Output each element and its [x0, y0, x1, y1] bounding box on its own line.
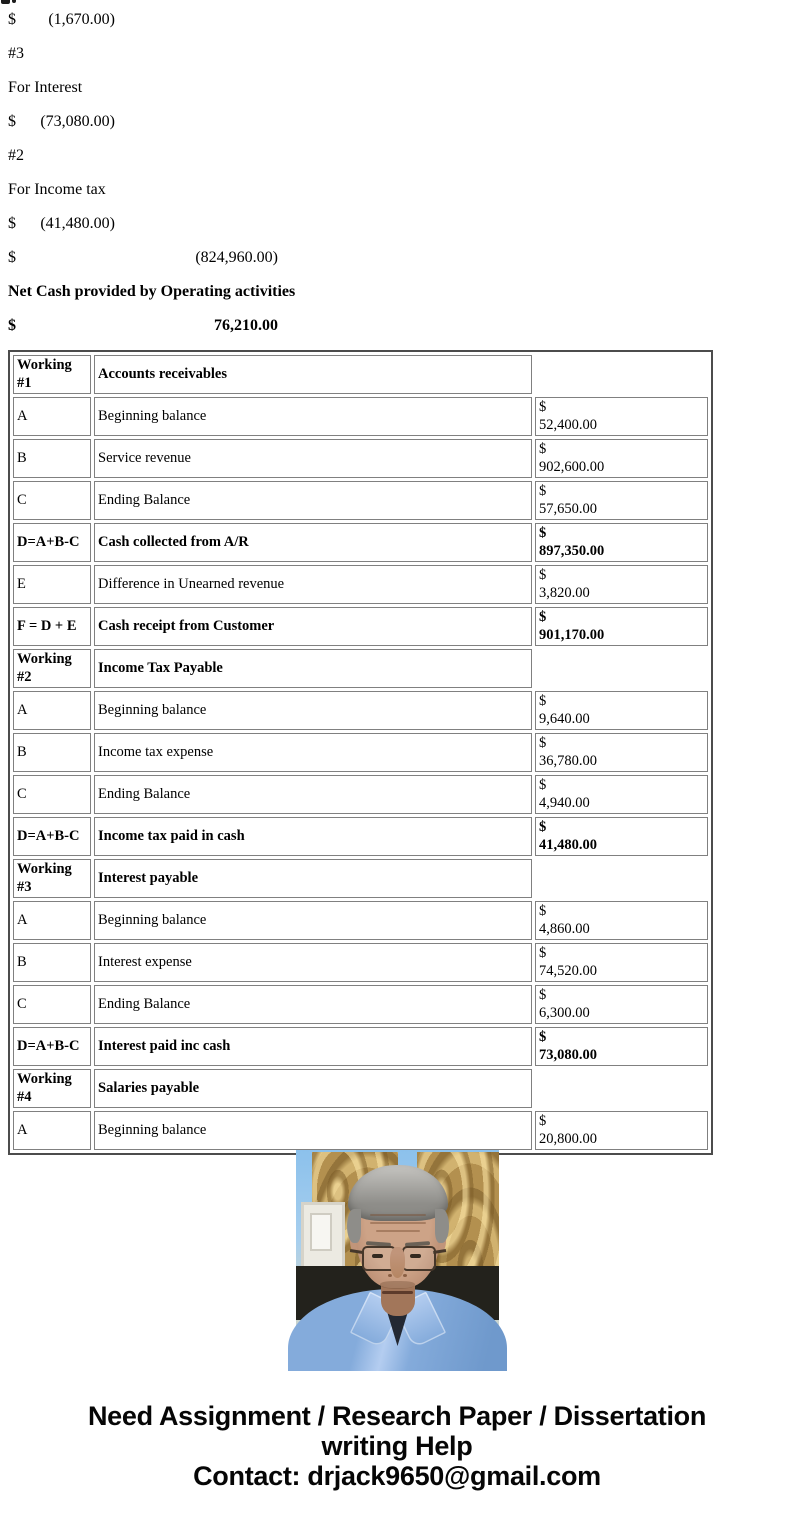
amount-value: (1,670.00)	[48, 11, 115, 28]
ref-cell: F = D + E	[13, 607, 91, 646]
table-row	[13, 985, 708, 1024]
help-banner	[0, 1401, 794, 1491]
ref-cell: D=A+B-C	[13, 1027, 91, 1066]
summary-text-line: #2	[8, 147, 24, 164]
description-cell: Cash collected from A/R	[94, 523, 532, 562]
amount-cell	[535, 649, 708, 688]
summary-text-line: #3	[8, 45, 24, 62]
table-row	[13, 439, 708, 478]
amount-cell	[535, 733, 708, 772]
workings-table-body	[13, 355, 708, 1150]
table-row	[13, 607, 708, 646]
ref-cell: A	[13, 691, 91, 730]
clipped-text-fragment	[1, 0, 10, 4]
currency-symbol: $	[539, 945, 547, 961]
currency-symbol: $	[539, 525, 547, 541]
currency-symbol: $	[539, 735, 547, 751]
ref-cell: B	[13, 733, 91, 772]
description-cell: Ending Balance	[94, 985, 532, 1024]
ref-cell: E	[13, 565, 91, 604]
amount-cell	[535, 1027, 708, 1066]
amount-value: 41,480.00	[539, 836, 597, 853]
description-cell: Difference in Unearned revenue	[94, 565, 532, 604]
table-row	[13, 901, 708, 940]
description-cell: Income tax paid in cash	[94, 817, 532, 856]
workings-table-container	[8, 350, 709, 1147]
table-row	[13, 1069, 708, 1108]
amount-cell	[535, 607, 708, 646]
forehead-wrinkle	[370, 1222, 426, 1224]
cash-flow-summary-section	[0, 0, 794, 335]
summary-amount-line	[8, 10, 115, 29]
summary-amount-line	[8, 316, 278, 335]
amount-value: 74,520.00	[539, 962, 597, 979]
amount-value: (824,960.00)	[195, 249, 278, 266]
ref-cell: B	[13, 943, 91, 982]
ref-cell: Working #1	[13, 355, 91, 394]
description-cell: Beginning balance	[94, 901, 532, 940]
amount-cell	[535, 859, 708, 898]
amount-value: (41,480.00)	[40, 215, 115, 232]
currency-symbol: $	[539, 567, 547, 583]
description-cell: Beginning balance	[94, 397, 532, 436]
table-row	[13, 481, 708, 520]
table-row	[13, 733, 708, 772]
description-cell: Accounts receivables	[94, 355, 532, 394]
ref-cell: A	[13, 901, 91, 940]
description-cell: Salaries payable	[94, 1069, 532, 1108]
description-cell: Income tax expense	[94, 733, 532, 772]
mouth	[382, 1291, 413, 1294]
amount-cell	[535, 481, 708, 520]
upper-lip-shadow	[380, 1281, 415, 1289]
description-cell: Beginning balance	[94, 1111, 532, 1150]
forehead-wrinkle	[370, 1214, 426, 1216]
amount-cell	[535, 901, 708, 940]
currency-symbol: $	[539, 819, 547, 835]
table-row	[13, 355, 708, 394]
amount-cell	[535, 397, 708, 436]
summary-amount-line	[8, 248, 278, 267]
ref-cell: Working #4	[13, 1069, 91, 1108]
currency-symbol: $	[539, 987, 547, 1003]
table-row	[13, 817, 708, 856]
nostril-left	[388, 1274, 392, 1277]
eye-right	[410, 1254, 421, 1258]
ref-cell: B	[13, 439, 91, 478]
currency-symbol: $	[8, 113, 16, 130]
amount-value: 4,940.00	[539, 794, 590, 811]
description-cell: Interest payable	[94, 859, 532, 898]
amount-value: 3,820.00	[539, 584, 590, 601]
currency-symbol: $	[539, 399, 547, 415]
ref-cell: A	[13, 397, 91, 436]
amount-value: 20,800.00	[539, 1130, 597, 1147]
forehead-wrinkle	[376, 1230, 420, 1232]
ref-cell: Working #3	[13, 859, 91, 898]
table-row	[13, 943, 708, 982]
amount-cell	[535, 775, 708, 814]
description-cell: Income Tax Payable	[94, 649, 532, 688]
amount-cell	[535, 523, 708, 562]
description-cell: Cash receipt from Customer	[94, 607, 532, 646]
banner-contact-email: Contact: drjack9650@gmail.com	[193, 1461, 601, 1491]
description-cell: Ending Balance	[94, 775, 532, 814]
amount-cell	[535, 817, 708, 856]
currency-symbol: $	[8, 11, 16, 28]
amount-value: 4,860.00	[539, 920, 590, 937]
ref-cell: D=A+B-C	[13, 817, 91, 856]
amount-value: (73,080.00)	[40, 113, 115, 130]
amount-cell	[535, 1069, 708, 1108]
amount-value: 901,170.00	[539, 626, 605, 643]
description-cell: Interest paid inc cash	[94, 1027, 532, 1066]
amount-value: 57,650.00	[539, 500, 597, 517]
table-row	[13, 649, 708, 688]
currency-symbol: $	[539, 441, 547, 457]
ref-cell: A	[13, 1111, 91, 1150]
workings-table	[8, 350, 713, 1155]
nostril-right	[403, 1274, 407, 1277]
amount-value: 73,080.00	[539, 1046, 597, 1063]
amount-cell	[535, 943, 708, 982]
currency-symbol: $	[539, 1029, 547, 1045]
description-cell: Ending Balance	[94, 481, 532, 520]
amount-cell	[535, 985, 708, 1024]
table-row	[13, 1027, 708, 1066]
currency-symbol: $	[539, 693, 547, 709]
amount-value: 6,300.00	[539, 1004, 590, 1021]
amount-value: 52,400.00	[539, 416, 597, 433]
amount-cell	[535, 691, 708, 730]
currency-symbol: $	[539, 1113, 547, 1129]
table-row	[13, 775, 708, 814]
amount-cell	[535, 355, 708, 394]
ref-cell: C	[13, 775, 91, 814]
table-row	[13, 1111, 708, 1150]
table-row	[13, 397, 708, 436]
tutor-avatar-photo	[296, 1150, 499, 1353]
glasses-right-lens	[402, 1246, 436, 1271]
ref-cell: D=A+B-C	[13, 523, 91, 562]
table-row	[13, 523, 708, 562]
table-row	[13, 859, 708, 898]
banner-line-2: writing Help	[321, 1431, 473, 1461]
currency-symbol: $	[8, 249, 16, 266]
summary-text-line: For Income tax	[8, 181, 106, 198]
ref-cell: Working #2	[13, 649, 91, 688]
currency-symbol: $	[539, 483, 547, 499]
amount-value: 902,600.00	[539, 458, 605, 475]
amount-cell	[535, 439, 708, 478]
description-cell: Service revenue	[94, 439, 532, 478]
amount-value: 76,210.00	[214, 317, 278, 334]
eye-left	[372, 1254, 383, 1258]
amount-value: 36,780.00	[539, 752, 597, 769]
amount-cell	[535, 1111, 708, 1150]
currency-symbol: $	[539, 609, 547, 625]
nose	[390, 1247, 405, 1278]
amount-cell	[535, 565, 708, 604]
ref-cell: C	[13, 481, 91, 520]
description-cell: Beginning balance	[94, 691, 532, 730]
currency-symbol: $	[539, 903, 547, 919]
currency-symbol: $	[8, 317, 16, 334]
summary-text-line: Net Cash provided by Operating activities	[8, 283, 296, 300]
banner-line-1: Need Assignment / Research Paper / Dissertation	[87, 1401, 707, 1431]
table-row	[13, 565, 708, 604]
amount-value: 897,350.00	[539, 542, 605, 559]
currency-symbol: $	[8, 215, 16, 232]
summary-amount-line	[8, 214, 115, 233]
amount-value: 9,640.00	[539, 710, 590, 727]
table-row	[13, 691, 708, 730]
ref-cell: C	[13, 985, 91, 1024]
summary-amount-line	[8, 112, 115, 131]
currency-symbol: $	[539, 777, 547, 793]
summary-text-line: For Interest	[8, 79, 83, 96]
description-cell: Interest expense	[94, 943, 532, 982]
